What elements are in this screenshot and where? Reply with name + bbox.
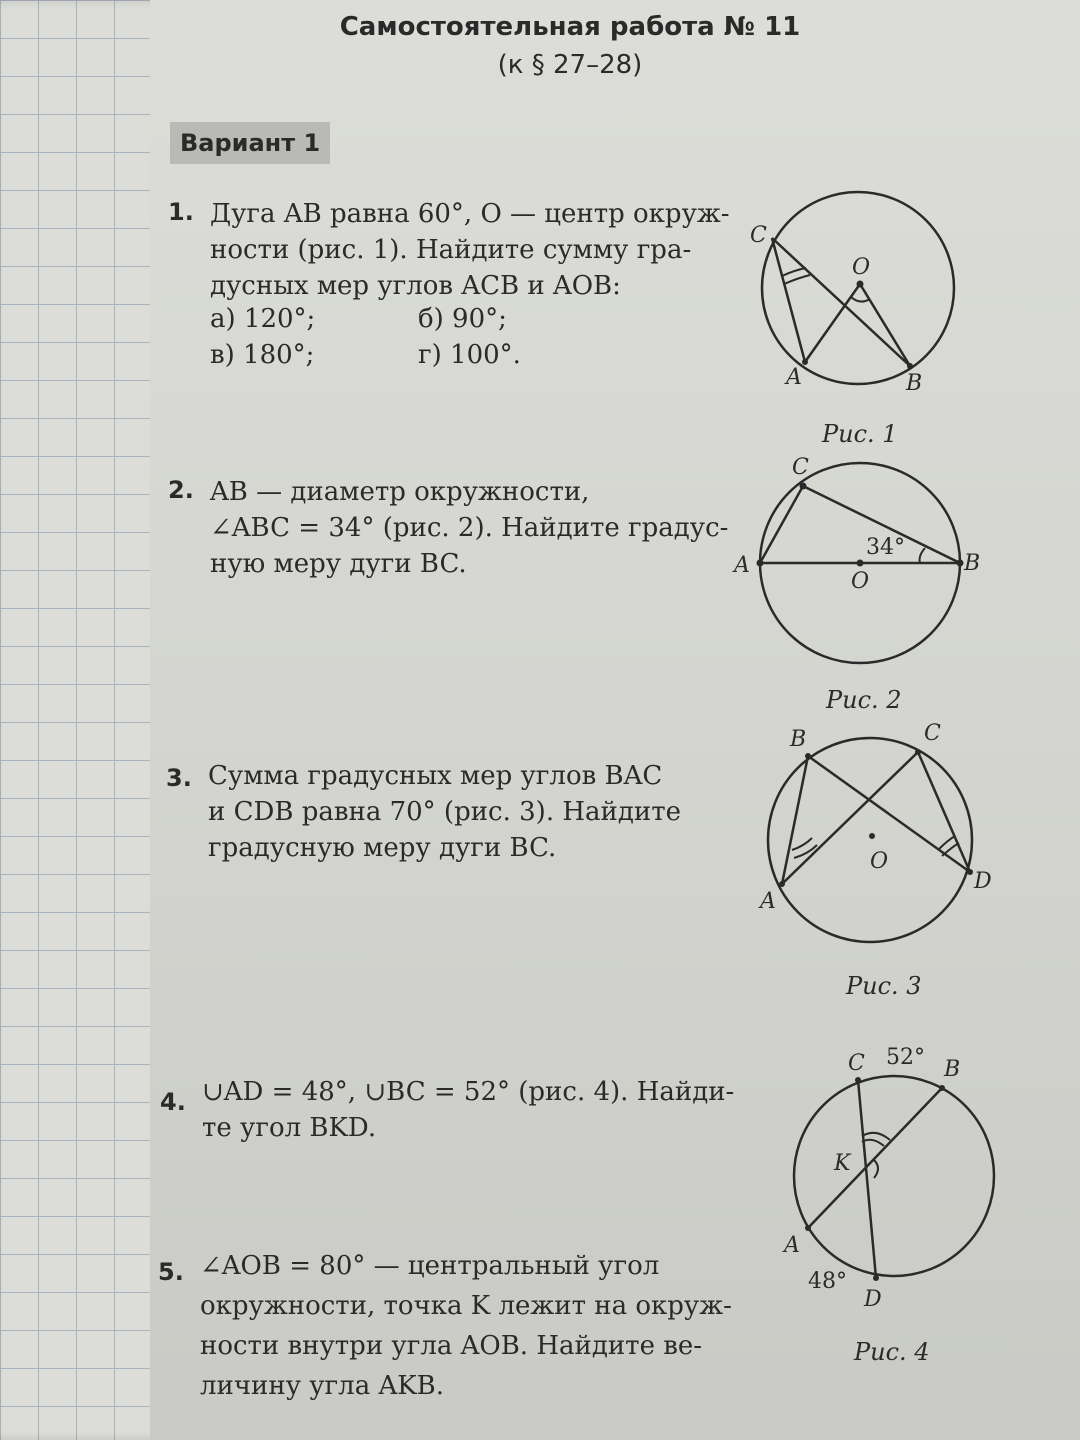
fig4-chord-cd [858,1080,876,1278]
fig4-label-c: C [848,1051,865,1076]
problem-1-number: 1. [168,198,194,226]
problem-2-line: ную меру дуги BC. [210,549,467,579]
fig4-arc-ad-label: 48° [808,1269,847,1294]
fig4-circle [794,1076,994,1276]
answer-option-v: в) 180°; [210,340,315,370]
fig3-label-b: B [790,727,807,752]
fig1-label-o: O [852,255,871,280]
answer-option-g: г) 100°. [418,340,521,370]
fig3-label-o: O [870,849,889,874]
problem-4-line: ∪AD = 48°, ∪BC = 52° (рис. 4). Найди- [202,1077,735,1107]
figure-2-caption: Рис. 2 [826,686,902,714]
fig2-label-a: A [734,553,750,578]
figure-3-caption: Рис. 3 [846,972,922,1000]
fig4-chord-ab [808,1088,942,1228]
fig4-label-b: B [944,1057,961,1082]
fig4-label-k: K [834,1151,851,1176]
fig4-point-d [873,1275,879,1281]
page-subtitle: (к § 27–28) [497,50,643,80]
problem-1-line: Дуга AB равна 60°, O — центр окруж- [210,199,730,229]
fig4-point-b [939,1085,945,1091]
fig3-label-a: A [760,889,776,914]
figure-4-caption: Рис. 4 [854,1338,930,1366]
fig2-label-c: C [792,455,809,480]
problem-1-line: дусных мер углов ACB и AOB: [210,271,621,301]
variant-label: Вариант 1 [170,122,330,164]
fig1-label-a: A [786,365,802,390]
answer-option-a: а) 120°; [210,304,316,334]
fig2-angle-label: 34° [866,535,905,560]
problem-3-number: 3. [166,764,192,792]
fig3-label-d: D [974,869,992,894]
problem-5-number: 5. [158,1258,184,1286]
problem-3-line: и CDB равна 70° (рис. 3). Найдите [208,797,681,827]
fig4-label-a: A [784,1233,800,1258]
fig4-angle-k-arc [862,1140,884,1146]
problem-4-number: 4. [160,1088,186,1116]
problem-3-line: Сумма градусных мер углов BAC [208,761,663,791]
fig2-label-o: O [851,569,870,594]
fig1-label-c: C [750,223,767,248]
answer-option-b: б) 90°; [418,304,507,334]
fig3-label-c: C [924,721,941,746]
problem-1-line: ности (рис. 1). Найдите сумму гра- [210,235,692,265]
problem-5-line: окружности, точка K лежит на окруж- [200,1291,732,1321]
page-title: Самостоятельная работа № 11 [339,12,801,42]
problem-2-line: ∠ABC = 34° (рис. 2). Найдите градус- [210,513,729,543]
problem-5-line: ∠AOB = 80° — центральный угол [200,1251,660,1281]
fig2-label-b: B [964,551,981,576]
problem-2-number: 2. [168,476,194,504]
fig1-label-b: B [906,371,923,396]
fig4-point-a [805,1225,811,1231]
problem-5-line: личину угла AKB. [200,1371,445,1401]
fig4-label-d: D [864,1287,882,1312]
fig4-arc-bc-label: 52° [886,1045,925,1070]
problem-5-line: ности внутри угла AOB. Найдите ве- [200,1331,703,1361]
fig4-angle-k-arc [862,1133,890,1140]
fig4-angle-k-arc [874,1160,878,1178]
problem-3-line: градусную меру дуги BC. [208,833,557,863]
problem-2-line: AB — диаметр окружности, [210,477,590,507]
figure-1-caption: Рис. 1 [822,420,898,448]
fig4-point-c [855,1077,861,1083]
problem-4-line: те угол BKD. [202,1113,377,1143]
